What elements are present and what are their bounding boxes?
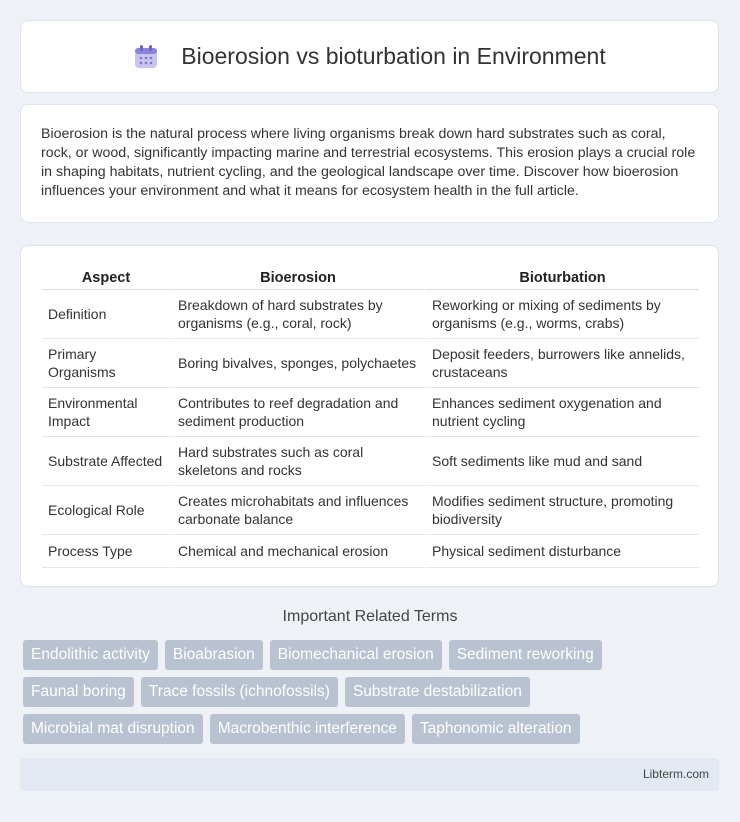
related-term-tag[interactable]: Bioabrasion [165,640,263,670]
page-title: Bioerosion vs bioturbation in Environment [181,43,606,69]
table-cell: Modifies sediment structure, promoting biodiversity [424,486,699,535]
table-cell: Definition [42,290,170,339]
related-term-tag[interactable]: Taphonomic alteration [412,714,580,744]
table-cell: Enhances sediment oxygenation and nutrient cycling [424,388,699,437]
comparison-table [42,266,699,568]
title-card [20,20,719,93]
related-term-tag[interactable]: Biomechanical erosion [270,640,442,670]
intro-text: Bioerosion is the natural process where living organisms break down hard substrates such as coral, rock, or wood, significantly impacting marine and terrestrial ecosystems. This erosion plays a crucial role in shaping habitats, nutrient cycling, and the geological landscape over time. Discover how bioerosion influences your environment and what it means for ecosystem health in the full article. [41,126,696,199]
table-header-row [42,266,699,290]
tag-row [23,677,723,707]
table-cell: Primary Organisms [42,339,170,388]
tag-row [23,640,723,670]
related-term-tag[interactable]: Sediment reworking [449,640,602,670]
related-terms-list [23,640,723,751]
comparison-card [20,245,719,587]
related-term-tag[interactable]: Faunal boring [23,677,134,707]
table-cell: Boring bivalves, sponges, polychaetes [170,339,424,388]
table-cell: Environmental Impact [42,388,170,437]
column-header: Bioturbation [424,266,699,290]
table-cell: Reworking or mixing of sediments by organisms (e.g., worms, crabs) [424,290,699,339]
table-cell: Hard substrates such as coral skeletons and rocks [170,437,424,486]
footer-bar [20,758,719,791]
table-cell: Breakdown of hard substrates by organisms (e.g., coral, rock) [170,290,424,339]
table-cell: Chemical and mechanical erosion [170,535,424,568]
intro-card [20,104,719,223]
table-cell: Creates microhabitats and influences carbonate balance [170,486,424,535]
related-terms-heading: Important Related Terms [282,608,458,625]
table-cell: Process Type [42,535,170,568]
table-row [42,535,699,568]
related-term-tag[interactable]: Trace fossils (ichnofossils) [141,677,338,707]
calendar-icon [133,44,159,70]
table-cell: Contributes to reef degradation and sediment production [170,388,424,437]
table-cell: Substrate Affected [42,437,170,486]
table-row [42,388,699,437]
related-term-tag[interactable]: Macrobenthic interference [210,714,405,744]
tag-row [23,714,723,744]
table-row [42,290,699,339]
table-row [42,339,699,388]
table-cell: Soft sediments like mud and sand [424,437,699,486]
column-header: Aspect [42,266,170,290]
footer-brand-link[interactable]: Libterm.com [642,767,709,781]
related-term-tag[interactable]: Microbial mat disruption [23,714,203,744]
column-header: Bioerosion [170,266,424,290]
table-cell: Deposit feeders, burrowers like annelids, crustaceans [424,339,699,388]
table-row [42,486,699,535]
related-term-tag[interactable]: Substrate destabilization [345,677,530,707]
related-term-tag[interactable]: Endolithic activity [23,640,158,670]
table-row [42,437,699,486]
table-cell: Ecological Role [42,486,170,535]
table-cell: Physical sediment disturbance [424,535,699,568]
